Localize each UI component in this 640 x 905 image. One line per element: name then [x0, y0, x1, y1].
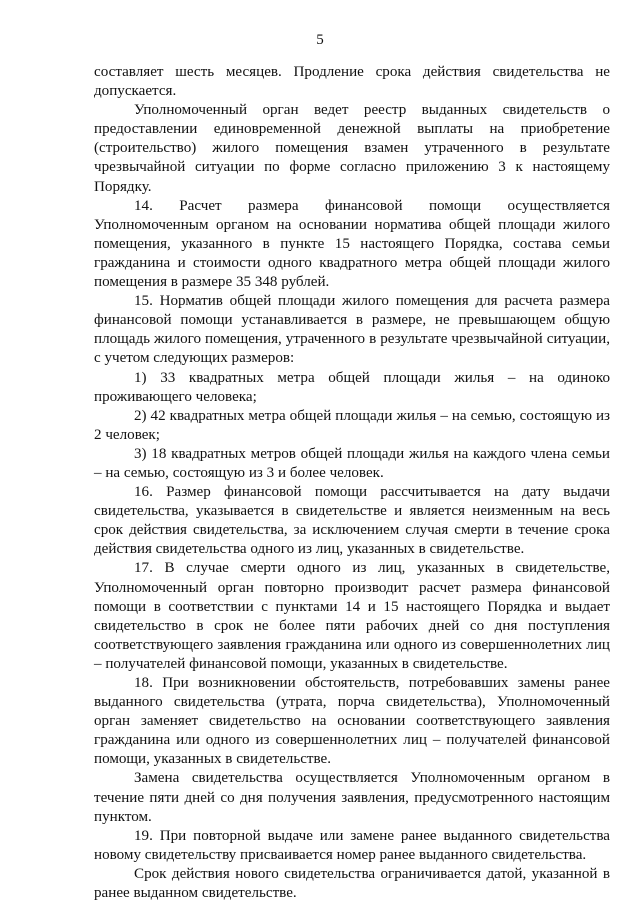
list-item-2: 2) 42 квадратных метра общей площади жилья – на семью, состоящую из 2 человек;: [94, 407, 610, 443]
paragraph-19-validity: Срок действия нового свидетельства ограничивается датой, указанной в ранее выданном свидетельстве.: [94, 865, 610, 902]
list-item-1: 1) 33 квадратных метра общей площади жилья – на одиноко проживающего человека;: [94, 369, 610, 405]
paragraph-16: 16. Размер финансовой помощи рассчитывается на дату выдачи свидетельства, указывается в свидетельстве и является неизменным на весь срок действия свидетельства, за исключением случая смерти в течение срока действия свидетельства одного из лиц, указанных в свидетельстве.: [94, 484, 610, 558]
document-body: [94, 63, 610, 903]
paragraph-14: 14. Расчет размера финансовой помощи осуществляется Уполномоченным органом на основании норматива общей площади жилого помещения, указанного в пункте 15 настоящего Порядка, состава семьи гражданина и стоимости одного квадратного метра общей площади жилого помещения в размере 35 348 рублей.: [94, 197, 610, 291]
paragraph-18-replacement: Замена свидетельства осуществляется Уполномоченным органом в течение пяти дней со дня получения заявления, предусмотренного настоящим пунктом.: [94, 770, 610, 825]
paragraph-18: 18. При возникновении обстоятельств, потребовавших замены ранее выданного свидетельства (утрата, порча свидетельства), Уполномоченный орган заменяет свидетельство на основании соответствующего заявления гражданина или одного из совершеннолетних лиц – получателей финансовой помощи, указанных в свидетельстве.: [94, 675, 610, 768]
paragraph-registry: Уполномоченный орган ведет реестр выданных свидетельств о предоставлении единовременной денежной выплаты на приобретение (строительство) жилого помещения взамен утраченного в результате чрезвычайной ситуации по форме согласно приложению 3 к настоящему Порядку.: [94, 102, 610, 195]
paragraph-continuation: составляет шесть месяцев. Продление срока действия свидетельства не допускается.: [94, 64, 610, 100]
paragraph-19: 19. При повторной выдаче или замене ранее выданного свидетельства новому свидетельству присваивается номер ранее выданного свидетельства.: [94, 827, 610, 863]
paragraph-15: 15. Норматив общей площади жилого помещения для расчета размера финансовой помощи устанавливается в размере, не превышающем общую площадь жилого помещения, утраченного в результате чрезвычайной ситуации, с учетом следующих размеров:: [94, 293, 610, 367]
page-number: 5: [316, 32, 324, 48]
list-item-3: 3) 18 квадратных метров общей площади жилья на каждого члена семьи – на семью, состоящую из 3 и более человек.: [94, 445, 610, 481]
paragraph-17: 17. В случае смерти одного из лиц, указанных в свидетельстве, Уполномоченный орган повторно производит расчет размера финансовой помощи в соответствии с пунктами 14 и 15 настоящего Порядка и выдает свидетельство в срок не более пяти рабочих дней со дня поступления соответствующего заявления гражданина или одного из совершеннолетних лиц – получателей финансовой помощи, указанных в свидетельстве.: [94, 560, 610, 672]
